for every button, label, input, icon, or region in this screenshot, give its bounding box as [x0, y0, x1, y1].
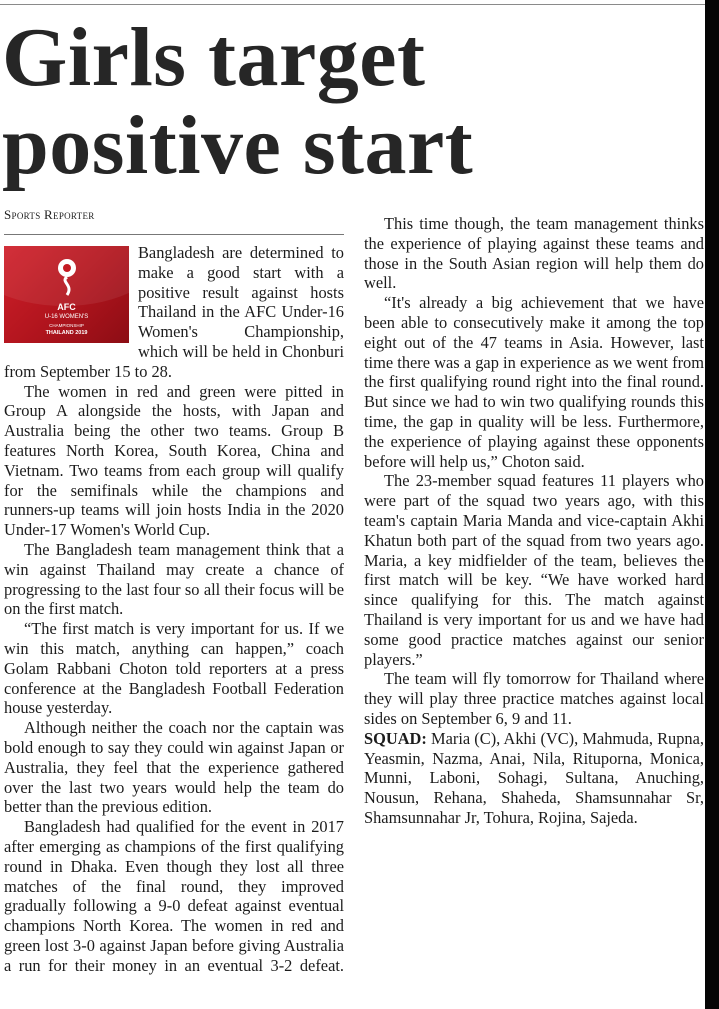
article-paragraph: Although neither the coach nor the captain was bold enough to say they could win against Japan or Australia, they feel that the experience gathered over the last two years would help the team do better than the previous edition.	[4, 718, 344, 817]
paragraph-text: Bangladesh are determined to make a good start with a positive result against hosts Thailand in the AFC Under-16 Women's Championship, which will be held in Chonburi from September 15 to 28.	[4, 243, 344, 381]
logo-text-championship: CHAMPIONSHIP	[49, 323, 84, 328]
article-column-right	[364, 214, 704, 828]
squad-list	[364, 729, 704, 828]
article-paragraph: “It's already a big achievement that we have been able to consecutively make it among the top eight out of the 47 teams in Asia. However, last time there was a gap in experience as we went from the first qualifying round right into the final round. But since we had to win two qualifying rounds this time, the gap in quality will be less. Furthermore, the experience of playing against these opponents before will help us,” Choton said.	[364, 293, 704, 471]
logo-text-event: U-16 WOMEN'S	[44, 314, 89, 320]
article-paragraph: The team will fly tomorrow for Thailand where they will play three practice matches against local sides on September 6, 9 and 11.	[364, 669, 704, 728]
squad-names: Maria (C), Akhi (VC), Mahmuda, Rupna, Yeasmin, Nazma, Anai, Nila, Rituporna, Monica, Munni, Laboni, Sohagi, Sultana, Anuching, Nousun, Rehana, Shaheda, Shamsunnahar Sr, Shamsunnahar Jr, Tohura, Rojina, Sajeda.	[364, 728, 704, 827]
article-paragraph: This time though, the team management thinks the experience of playing against these teams and those in the South Asian region will help them do well.	[364, 214, 704, 293]
article-paragraph: The Bangladesh team management think that a win against Thailand may create a chance of progressing to the last four so all their focus will be on the first match.	[4, 539, 344, 619]
article-column-left	[4, 243, 344, 975]
article-paragraph: The 23-member squad features 11 players who were part of the squad two years ago, with this team's captain Maria Manda and vice-captain Akhi Khatun both part of the squad from two years ago. Maria, a key midfielder of the team, believes the first match will be key. “We have worked hard since qualifying for this. The match against Thailand is very important for us and we have had some good practice matches against our senior players.”	[364, 471, 704, 669]
article-paragraph: Bangladesh had qualified for the event in 2017 after emerging as champions of the first qualifying round in Dhaka. Even though they lost all three matches of the final round, they improved gradually following a 9-0 defeat against eventual champions North Korea. The women in red and green lost 3-0 against Japan before giving Australia a run for their money in an eventual 3-2 defeat.	[4, 817, 344, 975]
article-paragraph: “The first match is very important for us. If we win this match, anything can happen,” coach Golam Rabbani Choton told reporters at a press conference at the Bangladesh Football Federation house yesterday.	[4, 619, 344, 718]
article-paragraph: The women in red and green were pitted in Group A alongside the hosts, with Japan and Australia being the other two teams. Group B features North Korea, South Korea, China and Vietnam. Two teams from each group will qualify for the semifinals while the champions and runners-up teams will join hosts India in the 2020 Under-17 Women's World Cup.	[4, 381, 344, 540]
afc-championship-logo	[4, 246, 129, 343]
logo-text-host: THAILAND 2019	[45, 330, 88, 336]
page-edge-bar	[705, 0, 719, 1009]
byline-rule	[4, 234, 344, 235]
top-rule	[0, 4, 705, 5]
logo-text-afc: AFC	[57, 302, 76, 312]
squad-label: SQUAD:	[364, 728, 427, 748]
byline: Sports Reporter	[4, 207, 95, 222]
article-paragraph	[4, 243, 344, 382]
afc-ball-icon	[56, 258, 78, 296]
headline: Girls target positive start	[2, 11, 474, 192]
